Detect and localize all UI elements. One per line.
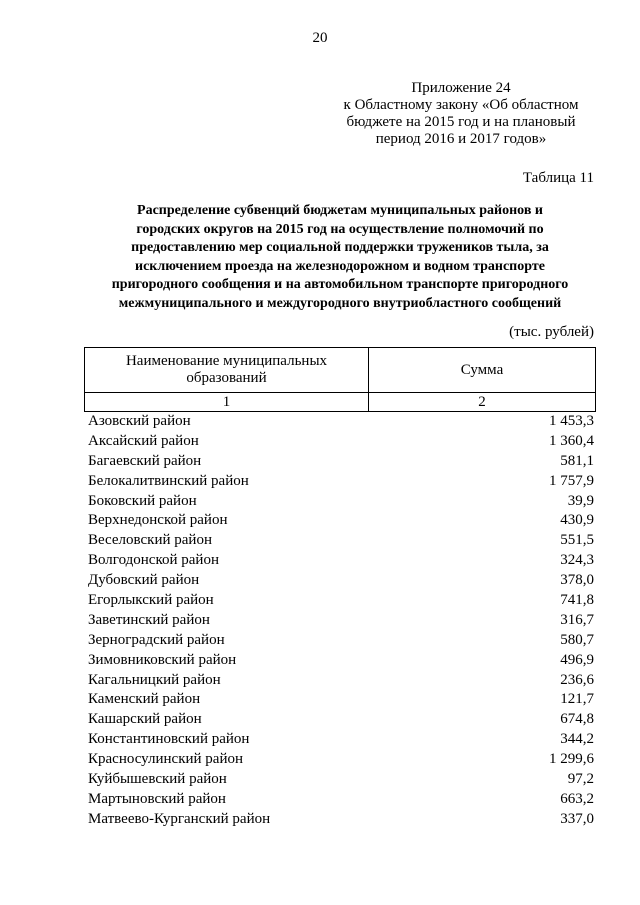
table-row (84, 432, 596, 452)
table-label: Таблица 11 (522, 170, 594, 186)
table-row (84, 591, 596, 611)
table-row (84, 690, 596, 710)
table-row (84, 452, 596, 472)
header-name-cell (85, 348, 369, 392)
municipality-name: Волгодонской район (88, 552, 219, 569)
table-row (84, 651, 596, 671)
header-sum-cell: Сумма (460, 361, 504, 378)
table-row (84, 412, 596, 432)
municipality-name: Кагальницкий район (88, 671, 221, 688)
amount-value: 378,0 (560, 572, 594, 589)
municipality-name: Верхнедонской район (88, 512, 228, 529)
table-row (84, 750, 596, 770)
municipality-name: Матвеево-Курганский район (88, 810, 271, 827)
page-number: 20 (312, 30, 328, 46)
appendix-line: период 2016 и 2017 годов» (375, 131, 547, 147)
amount-value: 39,9 (567, 492, 594, 509)
amount-value: 663,2 (560, 790, 594, 807)
table-row (84, 571, 596, 591)
table-row (84, 511, 596, 531)
amount-value: 1 757,9 (549, 472, 594, 489)
appendix-block (330, 80, 592, 148)
municipality-name: Зимовниковский район (88, 651, 237, 668)
table-row (84, 810, 596, 830)
municipality-name: Белокалитвинский район (88, 472, 249, 489)
municipality-name: Егорлыкский район (88, 592, 214, 609)
amount-value: 337,0 (560, 810, 594, 827)
amount-value: 580,7 (560, 631, 594, 648)
municipality-name: Багаевский район (88, 452, 202, 469)
table-row (84, 551, 596, 571)
subventions-table (84, 347, 596, 830)
table-body (84, 412, 596, 830)
municipality-name: Мартыновский район (88, 790, 226, 807)
amount-value: 581,1 (560, 452, 594, 469)
municipality-name: Красносулинский район (88, 751, 244, 768)
amount-value: 674,8 (560, 711, 594, 728)
table-row (84, 671, 596, 691)
municipality-name: Куйбышевский район (88, 771, 227, 788)
municipality-name: Каменский район (88, 691, 201, 708)
document-title (84, 202, 596, 313)
title-line: Распределение субвенций бюджетам муниципальных районов и (137, 203, 543, 218)
units-label: (тыс. рублей) (509, 324, 594, 340)
table-header (84, 347, 596, 393)
municipality-name: Зерноградский район (88, 631, 225, 648)
title-line: пригородного сообщения и на автомобильном транспорте пригородного (111, 277, 569, 292)
table-row (84, 730, 596, 750)
table-row (84, 492, 596, 512)
amount-value: 97,2 (567, 771, 594, 788)
column-numbers-row (84, 393, 596, 412)
municipality-name: Веселовский район (88, 532, 212, 549)
table-row (84, 531, 596, 551)
amount-value: 1 360,4 (549, 432, 594, 449)
appendix-line: бюджете на 2015 год и на плановый (346, 114, 576, 130)
table-row (84, 770, 596, 790)
header-name-line: Наименование муниципальных (125, 353, 328, 369)
municipality-name: Константиновский район (88, 731, 250, 748)
amount-value: 236,6 (560, 671, 594, 688)
table-row (84, 611, 596, 631)
municipality-name: Аксайский район (88, 432, 199, 449)
column-number: 2 (478, 394, 486, 410)
title-line: межмуниципального и междугородного внутриобластного сообщений (118, 295, 562, 311)
table-row (84, 710, 596, 730)
amount-value: 344,2 (560, 731, 594, 748)
amount-value: 496,9 (560, 651, 594, 668)
amount-value: 316,7 (560, 611, 594, 628)
municipality-name: Заветинский район (88, 611, 210, 628)
municipality-name: Дубовский район (88, 572, 200, 589)
appendix-line: к Областному закону «Об областном (343, 97, 579, 113)
amount-value: 741,8 (560, 592, 594, 609)
title-line: исключением проезда на железнодорожном и водном транспорте (135, 258, 545, 274)
title-line: городских округов на 2015 год на осуществление полномочий по (136, 221, 544, 237)
title-line: предоставлению мер социальной поддержки тружеников тыла, за (131, 240, 549, 255)
column-number: 1 (85, 393, 369, 411)
amount-value: 551,5 (560, 532, 594, 549)
header-name-line: образований (186, 370, 267, 386)
amount-value: 324,3 (560, 552, 594, 569)
municipality-name: Боковский район (88, 492, 197, 509)
table-row (84, 631, 596, 651)
municipality-name: Кашарский район (88, 711, 202, 728)
amount-value: 121,7 (560, 691, 594, 708)
amount-value: 1 299,6 (549, 751, 594, 768)
table-row (84, 472, 596, 492)
amount-value: 1 453,3 (549, 413, 594, 429)
table-row (84, 790, 596, 810)
amount-value: 430,9 (560, 512, 594, 529)
municipality-name: Азовский район (88, 413, 191, 429)
appendix-line: Приложение 24 (411, 80, 511, 96)
